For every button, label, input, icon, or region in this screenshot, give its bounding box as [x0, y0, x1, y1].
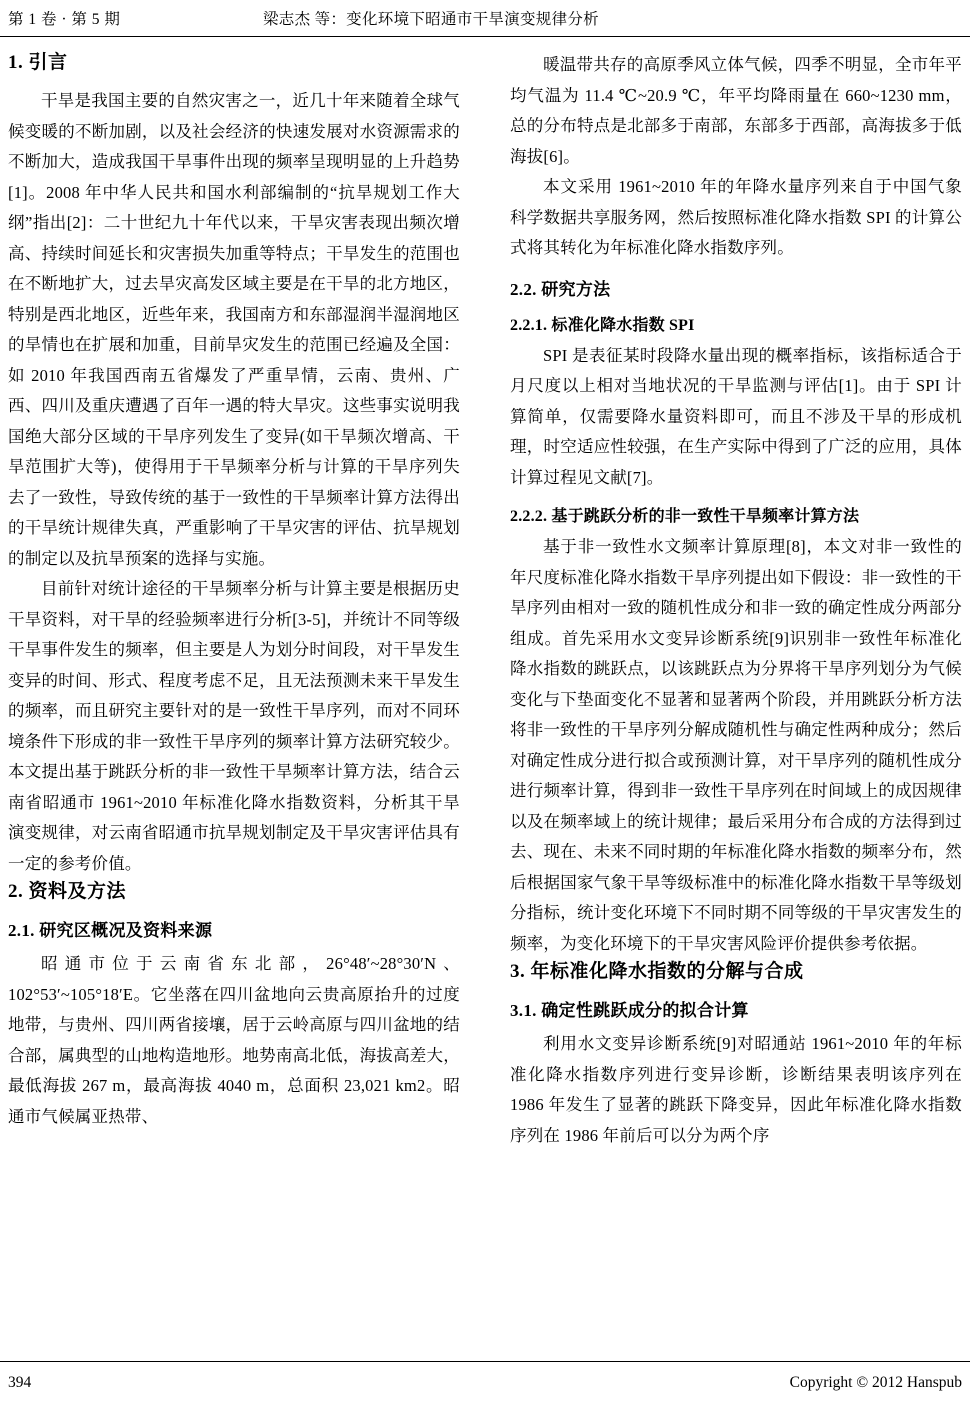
subsection-heading-3-1: 3.1. 确定性跳跃成分的拟合计算: [510, 1001, 749, 1020]
section-heading-2: 2. 资料及方法: [8, 881, 127, 902]
running-head: [8, 10, 962, 38]
subsection-heading-2-1: 2.1. 研究区概况及资料来源: [8, 921, 213, 940]
running-head-left: 第 1 卷 · 第 5 期: [8, 11, 121, 28]
paragraph-intro-1: 干旱是我国主要的自然灾害之一，近几十年来随着全球气候变暖的不断加剧，以及社会经济的快速发展对水资源需求的不断加大，造成我国干旱事件出现的频率呈现明显的上升趋势[1]。2008 年中华人民共和国水利部编制的“抗旱规划工作大纲”指出[2]：二十世纪九十年代以来，干旱灾害表现出频次增高、持续时间延长和灾害损失加重等特点；干旱发生的范围也在不断地扩大，过去旱灾高发区域主要是在干旱的北方地区，特别是西北地区，近些年来，我国南方和东部湿润半湿润地区的旱情也在扩展和加重，目前旱灾发生的范围已经遍及全国：如 2010 年我国西南五省爆发了严重旱情，云南、贵州、广西、四川及重庆遭遇了百年一遇的特大旱灾。这些事实说明我国绝大部分区域的干旱序列发生了变异(如干旱频次增高、干旱范围扩大等)，使得用于干旱频率分析与计算的干旱序列失去了一致性，导致传统的基于一致性的干旱频率计算方法得出的干旱统计规律失真，严重影响了干旱灾害的评估、抗旱规划的制定以及抗旱预案的选择与实施。: [8, 91, 460, 568]
header-rule: [0, 36, 970, 37]
paragraph-jump-fit: 利用水文变异诊断系统[9]对昭通站 1961~2010 年的年标准化降水指数序列进行变异诊断，诊断结果表明该序列在 1986 年发生了显著的跳跃下降变异，因此年标准化降水指数序列在 1986 年前后可以分为两个序: [510, 1034, 962, 1145]
paragraph-climate: 暖温带共存的高原季风立体气候，四季不明显，全市年平均气温为 11.4 ℃~20.9 ℃，年平均降雨量在 660~1230 mm，总的分布特点是北部多于南部，东部多于西部，高海拔多于低海拔[6]。: [510, 55, 962, 166]
running-head-center: 梁志杰 等：变化环境下昭通市干旱演变规律分析: [263, 11, 599, 28]
body-columns: [8, 50, 962, 1335]
subsection-heading-2-2: 2.2. 研究方法: [510, 279, 611, 299]
section-heading-3: 3. 年标准化降水指数的分解与合成: [510, 961, 804, 982]
paragraph-study-area: 昭通市位于云南省东北部，26°48′~28°30′N、102°53′~105°18′E。它坐落在四川盆地向云贵高原抬升的过度地带，与贵州、四川两省接壤，居于云岭高原与四川盆地的结合部，属典型的山地构造地形。地势南高北低，海拔高差大，最低海拔 267 m，最高海拔 4040 m，总面积 23,021 km2。昭通市气候属亚热带、: [8, 954, 460, 1126]
page-number: 394: [8, 1374, 32, 1391]
copyright-notice: Copyright © 2012 Hanspub: [789, 1374, 962, 1391]
subsubsection-heading-2-2-1: 2.2.1. 标准化降水指数 SPI: [510, 316, 695, 334]
paragraph-data-source: 本文采用 1961~2010 年的年降水量序列来自于中国气象科学数据共享服务网，然后按照标准化降水指数 SPI 的计算公式将其转化为年标准化降水指数序列。: [510, 177, 962, 257]
subsubsection-heading-2-2-2: 2.2.2. 基于跳跃分析的非一致性干旱频率计算方法: [510, 508, 860, 525]
section-heading-1: 1. 引言: [8, 52, 68, 73]
footer-rule: [0, 1361, 970, 1362]
page-footer: [8, 1372, 962, 1396]
left-column: [8, 50, 460, 1335]
paragraph-method: 基于非一致性水文频率计算原理[8]，本文对非一致性的年尺度标准化降水指数干旱序列提出如下假设：非一致性的干旱序列由相对一致的随机性成分和非一致的确定性成分两部分组成。首先采用水文变异诊断系统[9]识别非一致性年标准化降水指数的跳跃点，以该跳跃点为分界将干旱序列划分为气候变化与下垫面变化不显著和显著两个阶段，并用跳跃分析方法将非一致性的干旱序列分解成随机性与确定性两种成分；然后对确定性成分进行拟合或预测计算，对干旱序列的随机性成分进行频率计算，得到非一致性干旱序列在时间域上的成因规律以及在频率域上的统计规律；最后采用分布合成的方法得到过去、现在、未来不同时期的年标准化降水指数的频率分布，然后根据国家气象干旱等级标准中的标准化降水指数干旱等级划分指标，统计变化环境下不同时期不同等级的干旱灾害发生的频率，为变化环境下的干旱灾害风险评价提供参考依据。: [510, 537, 962, 953]
paragraph-spi: SPI 是表征某时段降水量出现的概率指标，该指标适合于月尺度以上相对当地状况的干旱监测与评估[1]。由于 SPI 计算简单，仅需要降水量资料即可，而且不涉及干旱的形成机理，时空适应性较强，在生产实际中得到了广泛的应用，具体计算过程见文献[7]。: [510, 345, 962, 487]
paragraph-intro-2: 目前针对统计途径的干旱频率分析与计算主要是根据历史干旱资料，对干旱的经验频率进行分析[3-5]，并统计不同等级干旱事件发生的频率，但主要是人为划分时间段，对干旱发生变异的时间、形式、程度考虑不足，且无法预测未来干旱发生的频率，而且研究主要针对的是一致性干旱序列，而对不同环境条件下形成的非一致性干旱序列的频率计算方法研究较少。本文提出基于跳跃分析的非一致性干旱频率计算方法，结合云南省昭通市 1961~2010 年标准化降水指数资料，分析其干旱演变规律，对云南省昭通市抗旱规划制定及干旱灾害评估具有一定的参考价值。: [8, 579, 460, 873]
right-column: [510, 50, 962, 1335]
